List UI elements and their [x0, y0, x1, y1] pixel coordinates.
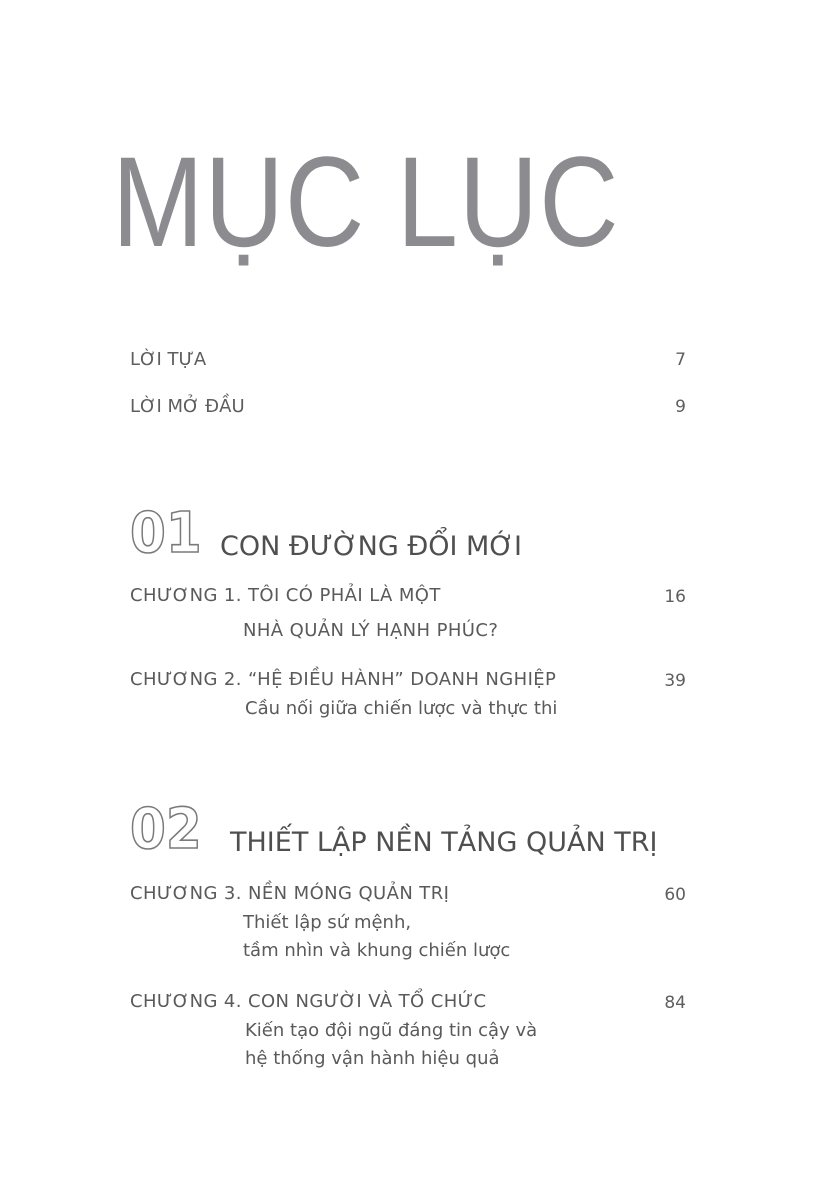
toc-page-number: 7	[675, 350, 686, 370]
toc-page-number: 60	[664, 885, 686, 905]
chapter-heading[interactable]: CHƯƠNG 1. TÔI CÓ PHẢI LÀ MỘT	[130, 585, 441, 606]
toc-entry-loi-tua[interactable]: LỜI TỰA	[130, 349, 207, 370]
chapter-subtitle: hệ thống vận hành hiệu quả	[245, 1048, 500, 1069]
toc-page-number: 39	[664, 671, 686, 691]
toc-page-number: 9	[675, 397, 686, 417]
chapter-heading[interactable]: CHƯƠNG 2. “HỆ ĐIỀU HÀNH” DOANH NGHIỆP	[130, 669, 557, 690]
part-number: 02	[130, 797, 202, 862]
chapter-subtitle: Cầu nối giữa chiến lược và thực thi	[245, 698, 558, 719]
chapter-heading-continued[interactable]: NHÀ QUẢN LÝ HẠNH PHÚC?	[243, 620, 499, 641]
chapter-heading[interactable]: CHƯƠNG 4. CON NGƯỜI VÀ TỔ CHỨC	[130, 991, 487, 1012]
toc-page-number: 16	[664, 587, 686, 607]
chapter-subtitle: Kiến tạo đội ngũ đáng tin cậy và	[245, 1020, 538, 1041]
part-title[interactable]: THIẾT LẬP NỀN TẢNG QUẢN TRỊ	[230, 827, 658, 858]
part-number: 01	[130, 501, 202, 566]
chapter-heading[interactable]: CHƯƠNG 3. NỀN MÓNG QUẢN TRỊ	[130, 883, 450, 904]
part-title[interactable]: CON ĐƯỜNG ĐỔI MỚI	[220, 531, 522, 562]
chapter-subtitle: tầm nhìn và khung chiến lược	[243, 940, 511, 961]
toc-entry-loi-mo-dau[interactable]: LỜI MỞ ĐẦU	[130, 396, 245, 417]
page-title: MỤC LỤC	[112, 131, 620, 274]
chapter-subtitle: Thiết lập sứ mệnh,	[243, 912, 412, 933]
toc-page-number: 84	[664, 993, 686, 1013]
